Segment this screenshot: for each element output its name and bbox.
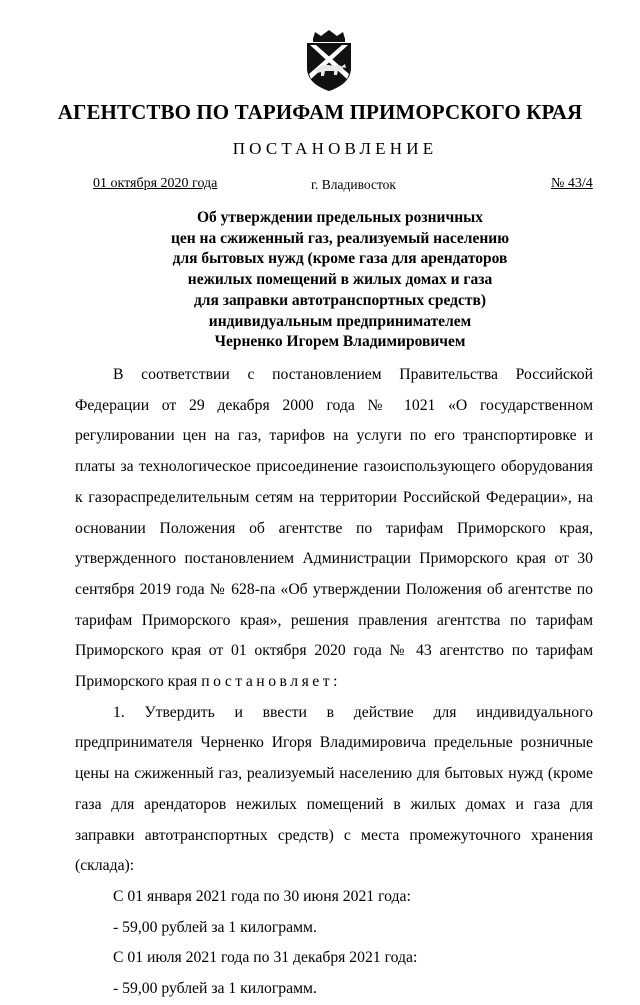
title-line: Об утверждении предельных розничных xyxy=(196,209,484,226)
document-date: 01 октября 2020 года xyxy=(93,176,218,191)
title-line: для бытовых нужд (кроме газа для арендаторов xyxy=(172,250,508,268)
agency-name: АГЕНТСТВО ПО ТАРИФАМ ПРИМОРСКОГО КРАЯ xyxy=(57,100,583,124)
title-line: Черненко Игорем Владимировичем xyxy=(214,333,466,351)
coat-of-arms-icon xyxy=(301,30,357,92)
period-2: С 01 июля 2021 года по 31 декабря 2021 года: xyxy=(113,949,418,967)
item-1-paragraph: 1. Утвердить и ввести в действие для индивидуального предпринимателя Черненко Игоря Владимировича предельные розничные цены на сжиженный газ, реализуемый населению для бытовых нужд (кроме газа для арендаторов нежилых помещений в жилых домах и газа для заправки автотранспортных средств) с места промежуточного хранения (склада): xyxy=(75,703,593,875)
preamble-text: В соответствии с постановлением Правительства Российской Федерации от 29 декабря 2000 года № 1021 «О государственном регулировании цен на газ, тарифов на услуги по его транспортировке и платы за технологическое присоединение газоиспользующего оборудования к газораспределительным сетям на территории Российской Федерации», на основании Положения об агентстве по тарифам Приморского края, утвержденного постановлением Администрации Приморского края от 30 сентября 2019 года № 628-па «Об утверждении Положения об агентстве по тарифам Приморского края», решения правления агентства по тарифам Приморского края от 01 октября 2020 года № 43 агентство по тарифам Приморского края xyxy=(75,366,593,691)
preamble-paragraph xyxy=(75,360,593,698)
title-line: нежилых помещений в жилых домах и газа xyxy=(187,271,493,289)
document-body xyxy=(75,360,593,1005)
price-2: - 59,00 рублей за 1 килограмм. xyxy=(113,980,317,998)
resolves-word: постановляет: xyxy=(201,673,341,691)
document-city: г. Владивосток xyxy=(311,177,396,192)
title-line: индивидуальным предпринимателем xyxy=(208,312,472,330)
document-title xyxy=(120,208,560,353)
document-number: № 43/4 xyxy=(551,176,593,191)
document-type: ПОСТАНОВЛЕНИЕ xyxy=(232,139,438,158)
title-line: цен на сжиженный газ, реализуемый населению xyxy=(170,229,510,247)
period-1: С 01 января 2021 года по 30 июня 2021 года: xyxy=(113,887,411,905)
price-1: - 59,00 рублей за 1 килограмм. xyxy=(113,918,317,936)
title-line: для заправки автотранспортных средств) xyxy=(193,291,487,309)
